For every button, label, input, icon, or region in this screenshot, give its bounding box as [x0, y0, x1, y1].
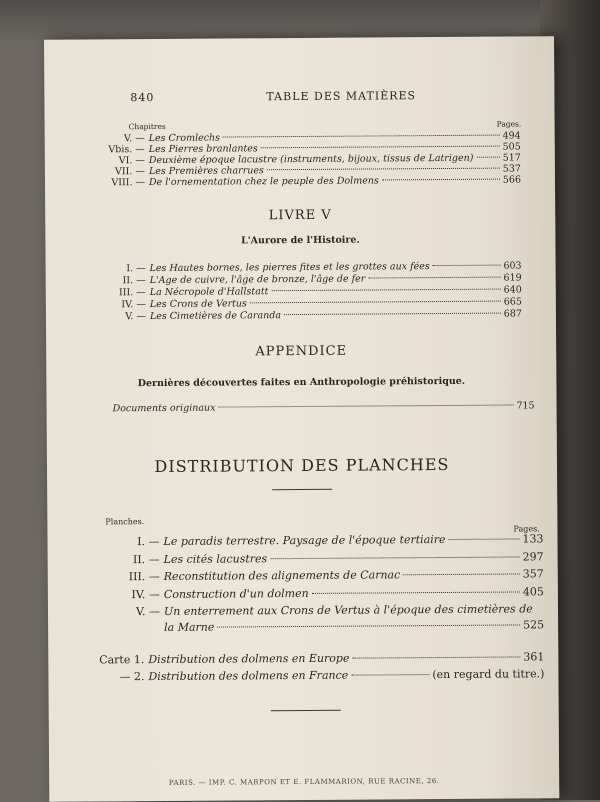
plate-title: Construction d'un dolmen — [163, 586, 309, 601]
plate-page: 297 — [522, 549, 544, 563]
chapter-page: 517 — [502, 152, 521, 164]
leader-dots — [382, 179, 500, 181]
leader-dots — [368, 277, 500, 279]
chapter-number: VIII. — — [111, 177, 146, 189]
plate-item-5-cont — [164, 618, 544, 634]
plate-item — [102, 550, 544, 566]
livre-chapter-title: Les Crons de Vertus — [149, 298, 247, 311]
chapter-number: VI. — — [118, 155, 145, 167]
plate-number: II. — — [132, 552, 160, 566]
plate-page: 405 — [522, 584, 544, 598]
carte-number: — 2. — [119, 670, 145, 684]
leader-dots — [223, 135, 500, 138]
livre-chapter-number: II. — — [122, 275, 146, 287]
leader-dots — [351, 674, 429, 676]
plate-item — [101, 532, 543, 548]
leader-dots — [267, 168, 500, 171]
chapter-number: VII. — — [114, 166, 145, 178]
appendice-title: APPENDICE — [255, 343, 348, 360]
livre-title: LIVRE V — [268, 207, 332, 224]
page-number: 840 — [130, 91, 155, 105]
chapter-item — [105, 174, 521, 188]
leader-dots — [261, 146, 500, 149]
plate-item — [102, 585, 544, 601]
carte-page: 361 — [523, 650, 545, 664]
livre-chapter-title: Les Hautes bornes, les pierres fites et les grottes aux fées — [149, 261, 430, 275]
leader-dots — [476, 157, 499, 158]
plate-item — [102, 567, 544, 583]
livre-chapter-title: La Nécropole d'Hallstatt — [149, 286, 269, 299]
page-title: TABLE DES MATIÈRES — [266, 89, 417, 104]
chapter-title: Les Cromlechs — [148, 132, 221, 145]
leader-dots — [218, 405, 513, 408]
livre-chapter-item — [106, 308, 522, 322]
chapter-page: 505 — [502, 141, 521, 153]
livre-chapter-title: Les Cimetières de Caranda — [149, 310, 282, 323]
planches-title: DISTRIBUTION DES PLANCHES — [154, 454, 450, 477]
chapter-number: V. — — [123, 133, 145, 145]
plate-title: Reconstitution des alignements de Carnac — [163, 568, 401, 583]
livre-chapter-page: 619 — [503, 272, 522, 284]
livre-chapter-number: IV. — — [121, 299, 146, 311]
carte-item — [88, 667, 544, 683]
plate-title: Les cités lacustres — [163, 551, 268, 566]
planches-pages-label: Pages. — [513, 524, 540, 534]
leader-dots — [403, 573, 520, 575]
planches-label: Planches. — [105, 517, 145, 527]
printer-footer: PARIS. — IMP. C. MARPON ET E. FLAMMARION, RUE RACINE, 26. — [168, 777, 440, 787]
leader-dots — [449, 538, 520, 539]
chapter-title: Les Pierres branlantes — [148, 143, 258, 156]
leader-dots — [433, 265, 501, 266]
chapter-title: Deuxième époque lacustre (instruments, bijoux, tissus de Latrigen) — [148, 152, 474, 167]
chapter-number: Vbis. — — [108, 144, 145, 156]
leader-dots — [270, 556, 519, 559]
leader-dots — [271, 289, 500, 292]
leader-dots — [250, 301, 501, 304]
livre-chapter-number: I. — — [126, 263, 146, 275]
livre-chapter-page: 640 — [503, 284, 522, 296]
appendice-item-title: Documents originaux — [112, 402, 216, 415]
livre-chapter-number: V. — — [125, 311, 146, 323]
appendice-item — [113, 400, 535, 414]
chapter-page: 566 — [502, 174, 522, 186]
leader-dots — [217, 624, 520, 627]
plate-page: 357 — [522, 567, 544, 581]
carte-number: Carte 1. — [99, 653, 145, 667]
book-page — [44, 36, 559, 802]
livre-chapter-page: 687 — [503, 308, 522, 320]
plate-item-5 — [132, 602, 542, 618]
leader-dots — [312, 591, 520, 593]
plate-number: V. — — [135, 604, 161, 619]
plate-page: 525 — [523, 618, 545, 632]
livre-chapter-page: 603 — [503, 260, 522, 272]
livre-chapter-page: 665 — [503, 296, 522, 308]
plate-number: IV. — — [131, 587, 160, 601]
plate-page: 133 — [522, 532, 544, 546]
pages-label: Pages. — [496, 119, 522, 129]
carte-page: (en regard du titre.) — [432, 667, 545, 682]
plate-number: I. — — [137, 534, 160, 549]
plate-title: Un enterrement aux Crons de Vertus à l'époque des cimetières de — [163, 602, 533, 618]
livre-chapter-number: III. — — [118, 287, 146, 299]
carte-title: Distribution des dolmens en France — [148, 668, 349, 684]
carte-item — [88, 650, 544, 666]
livre-chapter-title: L'Age de cuivre, l'âge de bronze, l'âge de fer — [149, 273, 366, 287]
chapter-page: 494 — [502, 130, 521, 142]
divider-bottom — [271, 710, 341, 711]
chapter-title: Les Premières charrues — [148, 165, 264, 178]
plate-title-continued: la Marne — [164, 620, 215, 634]
appendice-subtitle: Dernières découvertes faites en Anthropologie préhistorique. — [137, 375, 466, 390]
backdrop-top — [0, 0, 600, 40]
chapitres-label: Chapitres — [128, 121, 166, 132]
appendice-item-page: 715 — [516, 400, 535, 412]
chapter-page: 537 — [502, 163, 521, 175]
livre-subtitle: L'Aurore de l'Histoire. — [241, 234, 360, 247]
chapter-title: De l'ornementation chez le peuple des Dolmens — [148, 175, 379, 189]
divider — [272, 489, 332, 490]
leader-dots — [352, 656, 520, 658]
leader-dots — [284, 313, 501, 316]
carte-title: Distribution des dolmens en Europe — [148, 651, 350, 667]
plate-number: III. — — [128, 569, 160, 584]
plate-title: Le paradis terrestre. Paysage de l'époque tertiaire — [163, 532, 446, 548]
